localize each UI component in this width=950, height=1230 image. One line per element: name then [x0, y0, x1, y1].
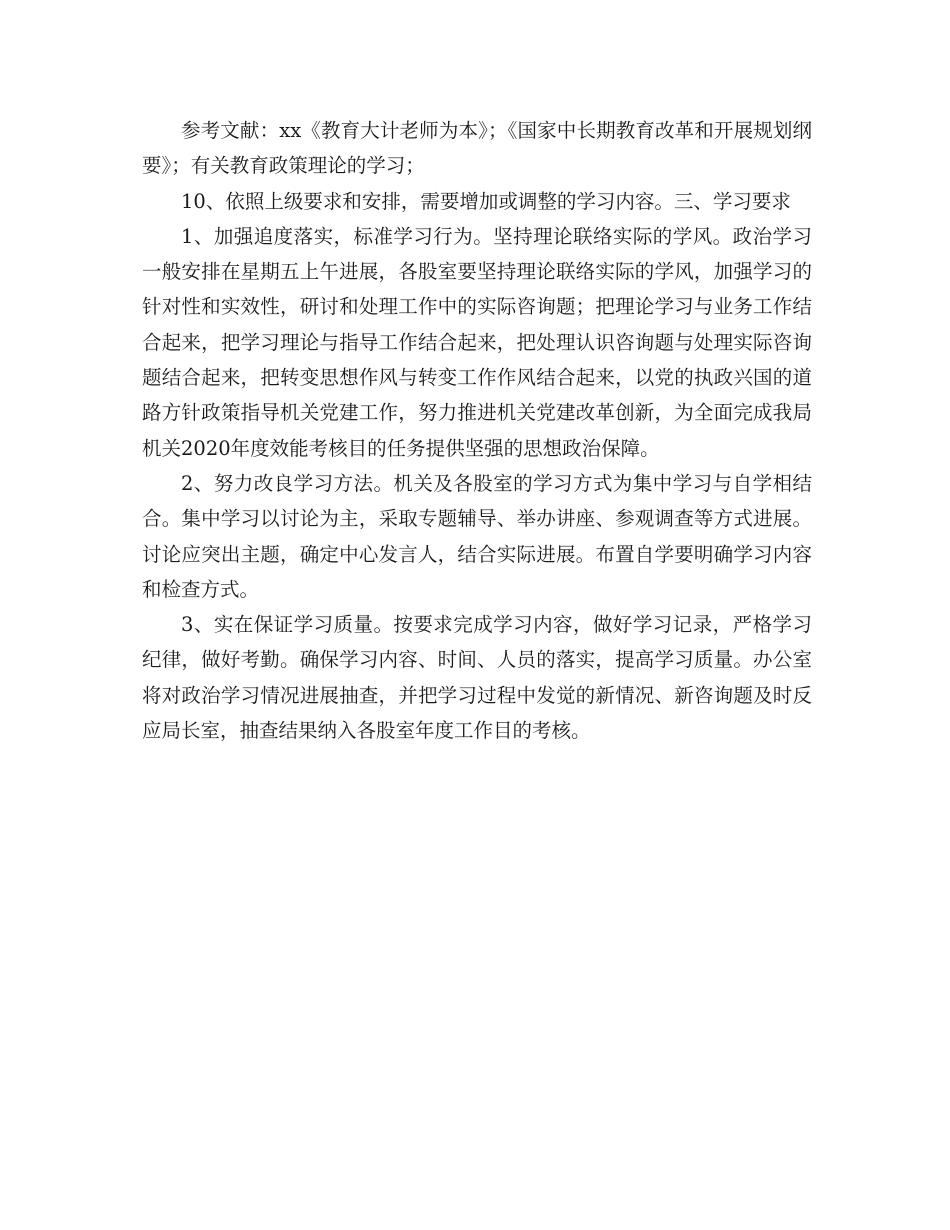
- paragraph-requirement-1: 1、加强追度落实，标准学习行为。坚持理论联络实际的学风。政治学习一般安排在星期五上午进展，各股室要坚持理论联络实际的学风，加强学习的针对性和实效性，研讨和处理工作中的实际咨询题；把理论学习与业务工作结合起来，把学习理论与指导工作结合起来，把处理认识咨询题与处理实际咨询题结合起来，把转变思想作风与转变工作作风结合起来，以党的执政兴国的道路方针政策指导机关党建工作，努力推进机关党建改革创新，为全面完成我局机关2020年度效能考核目的任务提供坚强的思想政治保障。: [142, 224, 812, 460]
- paragraph-references: 参考文献：xx《教育大计老师为本》；《国家中长期教育改革和开展规划纲要》；有关教育政策理论的学习；: [142, 119, 812, 178]
- paragraph-requirement-2: 2、努力改良学习方法。机关及各股室的学习方式为集中学习与自学相结合。集中学习以讨论为主，采取专题辅导、举办讲座、参观调查等方式进展。讨论应突出主题，确定中心发言人，结合实际进展。布置自学要明确学习内容和检查方式。: [142, 471, 812, 601]
- paragraph-requirement-3: 3、实在保证学习质量。按要求完成学习内容，做好学习记录，严格学习纪律，做好考勤。确保学习内容、时间、人员的落实，提高学习质量。办公室将对政治学习情况进展抽查，并把学习过程中发觉的新情况、新咨询题及时反应局长室，抽查结果纳入各股室年度工作目的考核。: [142, 613, 812, 743]
- document-body: [142, 113, 812, 748]
- paragraph-item-10: 10、依照上级要求和安排，需要增加或调整的学习内容。三、学习要求: [181, 189, 791, 213]
